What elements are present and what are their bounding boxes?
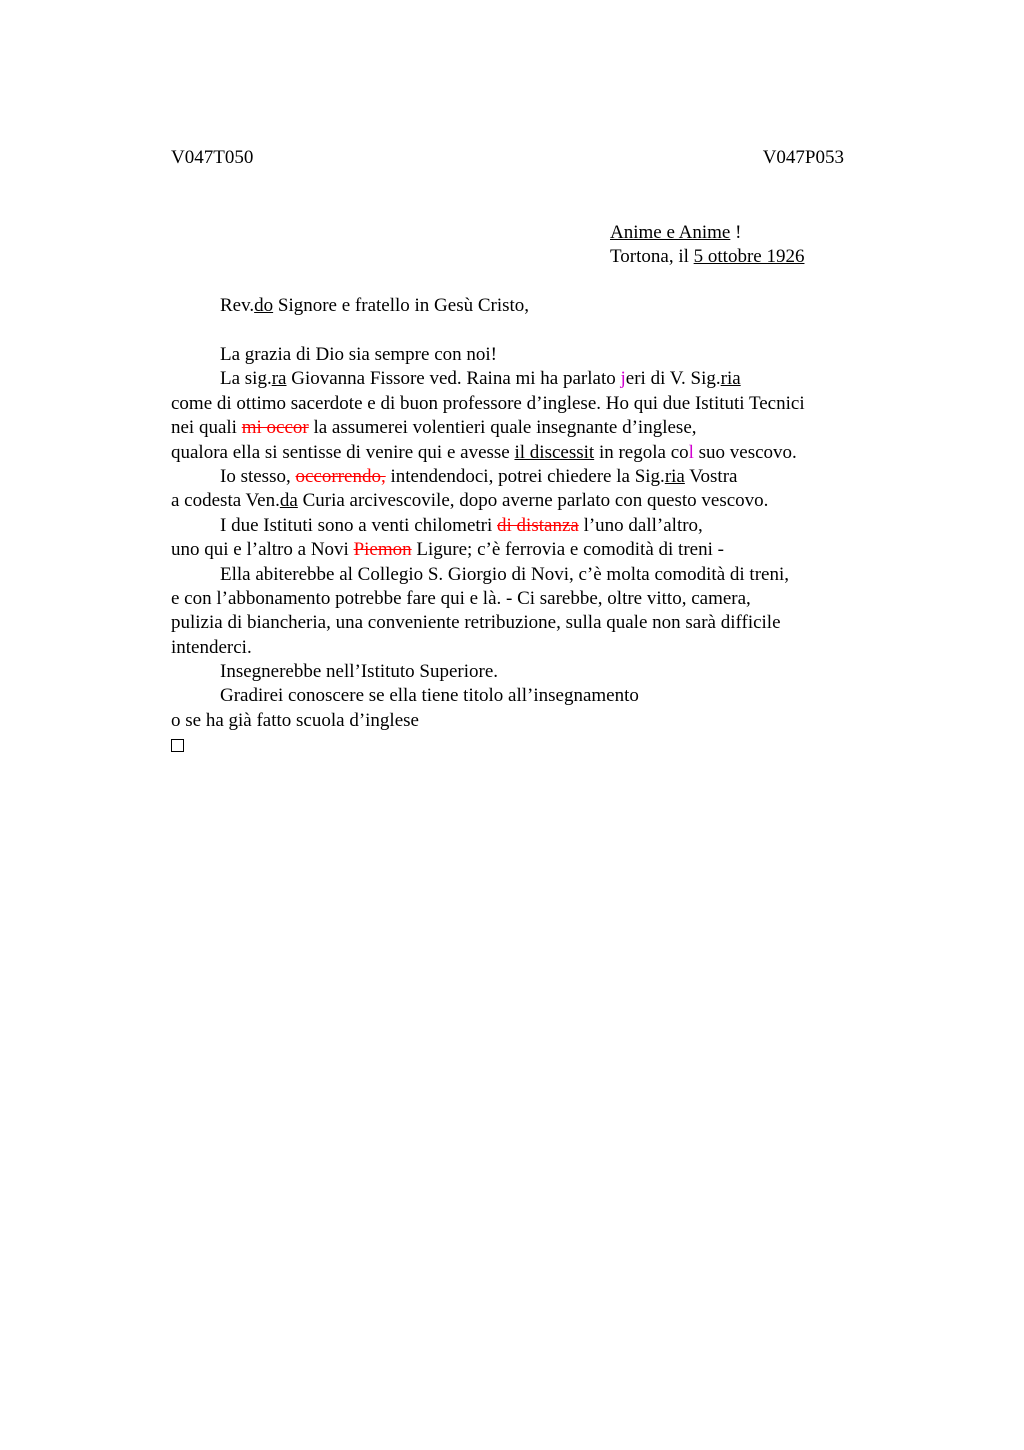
text-span: Vostra	[684, 465, 738, 487]
body-line	[171, 416, 871, 440]
letter-body	[171, 343, 871, 758]
document-code-right: V047P053	[762, 147, 844, 168]
salutation-prefix: Rev.	[220, 295, 255, 316]
place-date-line	[610, 245, 804, 269]
text-span: uno qui e l’altro a Novi	[171, 539, 354, 561]
text-span: in regola co	[594, 441, 689, 463]
end-box-icon	[171, 739, 184, 752]
deleted-text: di distanza	[497, 514, 579, 536]
underlined-abbr: da	[279, 490, 298, 512]
text-span: suo vescovo.	[693, 441, 797, 463]
salutation-abbr: do	[254, 295, 274, 316]
text-span: Curia arcivescovile, dopo averne parlato con questo vescovo.	[297, 490, 769, 512]
text-span: nei quali	[171, 417, 242, 439]
body-line	[171, 489, 871, 513]
text-span: a codesta Ven.	[171, 490, 280, 512]
text-span: l’uno dall’altro,	[578, 514, 703, 536]
body-line	[171, 514, 871, 538]
text-span: la assumerei volentieri quale insegnante d’inglese,	[308, 417, 697, 439]
text-span: intendendoci, potrei chiedere la Sig.	[385, 465, 665, 487]
text-span: qualora ella si sentisse di venire qui e avesse	[171, 441, 515, 463]
place: Tortona, il	[610, 246, 694, 268]
body-line: e con l’abbonamento potrebbe fare qui e là. - Ci sarebbe, oltre vitto, camera,	[171, 587, 751, 609]
motto-suffix: !	[730, 222, 742, 243]
document-code-left: V047T050	[171, 147, 254, 168]
body-line: Insegnerebbe nell’Istituto Superiore.	[220, 661, 499, 683]
body-line: pulizia di biancheria, una conveniente retribuzione, sulla quale non sarà difficile	[171, 612, 781, 634]
body-line: Gradirei conoscere se ella tiene titolo all’insegnamento	[220, 685, 639, 707]
motto: Anime e Anime	[610, 222, 731, 243]
body-line	[171, 465, 871, 489]
deleted-text: Piemon	[353, 539, 412, 561]
inserted-text: l	[688, 441, 694, 463]
salutation-rest: Signore e fratello in Gesù Cristo,	[273, 295, 530, 316]
inserted-text: j	[620, 368, 626, 390]
salutation	[220, 294, 529, 318]
underlined-text: il discessit	[514, 441, 595, 463]
text-span: Ligure; c’è ferrovia e comodità di treni -	[411, 539, 724, 561]
underlined-abbr: ra	[271, 368, 287, 390]
text-span: eri di V. Sig.	[625, 368, 721, 390]
letter-heading	[610, 221, 804, 270]
body-line	[171, 538, 871, 562]
end-marker-line	[171, 733, 871, 757]
text-span: I due Istituti sono a venti chilometri	[220, 514, 498, 536]
body-line: come di ottimo sacerdote e di buon professore d’inglese. Ho qui due Istituti Tecnici	[171, 392, 805, 414]
text-span: Io stesso,	[220, 465, 296, 487]
letter-date: 5 ottobre 1926	[693, 246, 805, 268]
underlined-abbr: ria	[720, 368, 741, 390]
body-line: Ella abiterebbe al Collegio S. Giorgio di Novi, c’è molta comodità di treni,	[220, 563, 789, 585]
body-line	[171, 441, 871, 465]
motto-line	[610, 221, 804, 245]
text-span: Giovanna Fissore ved. Raina mi ha parlato	[286, 368, 621, 390]
underlined-abbr: ria	[664, 465, 685, 487]
body-line: intenderci.	[171, 636, 252, 658]
deleted-text: occorrendo,	[295, 465, 386, 487]
body-line	[171, 367, 871, 391]
deleted-text: mi occor	[241, 417, 309, 439]
text-span: La sig.	[220, 368, 272, 390]
body-line: La grazia di Dio sia sempre con noi!	[220, 344, 497, 365]
body-line: o se ha già fatto scuola d’inglese	[171, 709, 419, 731]
